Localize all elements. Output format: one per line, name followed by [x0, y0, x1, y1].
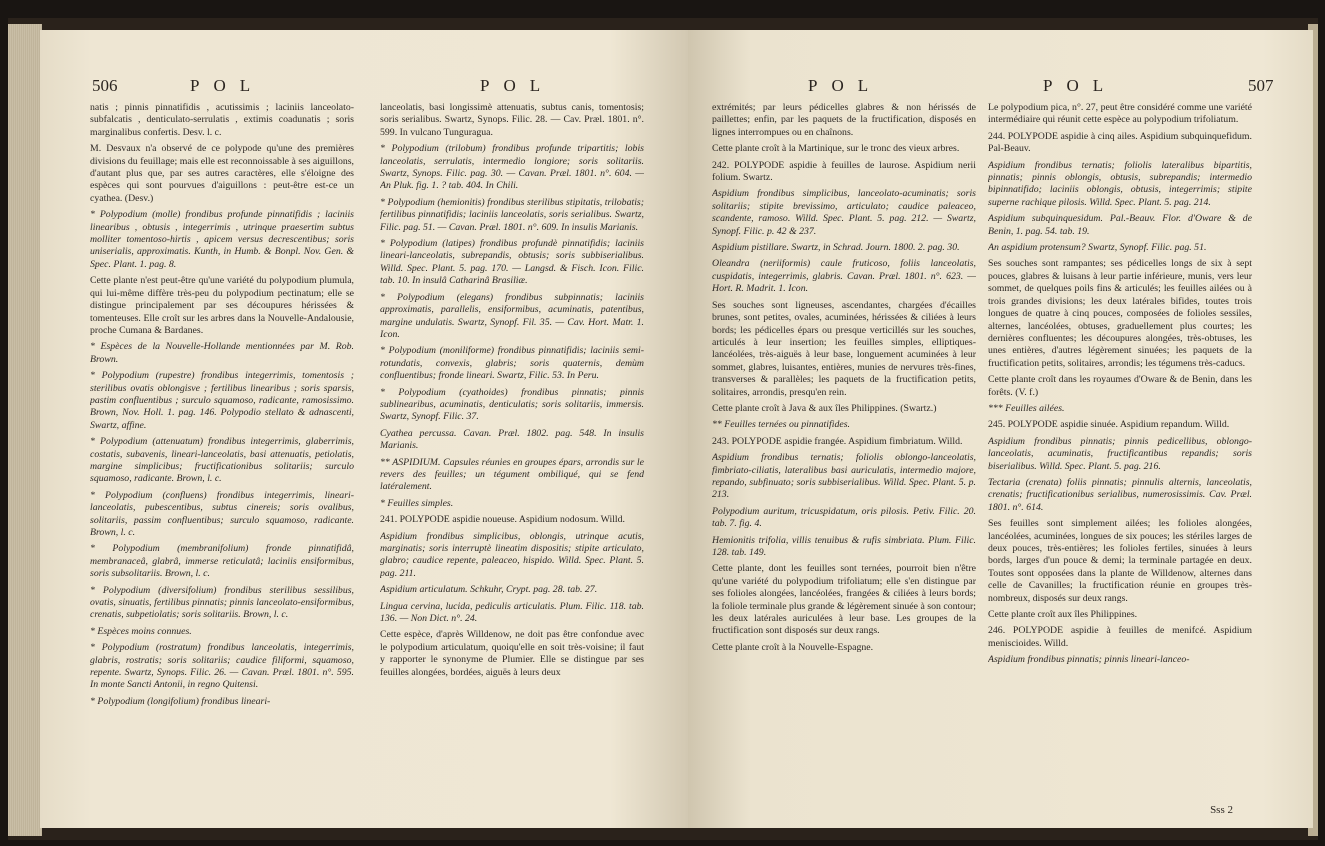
- running-head: POL: [480, 76, 555, 95]
- paragraph: * Polypodium (moniliforme) frondibus pinnatifidis; laciniis semi-rotundatis, convexis, glabris; soris quaternis, demùm confluentibus; fronde lineari. Swartz, Filic. 53. In Peru.: [380, 345, 644, 382]
- signature-mark: Sss 2: [1210, 804, 1233, 816]
- open-book: [8, 18, 1318, 840]
- paragraph: natis ; pinnis pinnatifidis , acutissimis ; laciniis lanceolato-subfalcatis , denticulato-serrulatis , extimis coadunatis ; soris marginalibus confertis. Desv. l. c.: [90, 102, 354, 138]
- paragraph: Cette plante croît à Java & aux îles Philippines. (Swartz.): [712, 402, 937, 414]
- paragraph: Cette plante croît à la Nouvelle-Espagne.: [712, 641, 874, 653]
- paragraph: Aspidium subquinquesidum. Pal.-Beauv. Flor. d'Oware & de Benin, 1. pag. 54. tab. 19.: [988, 213, 1252, 237]
- paragraph: Cette plante croît dans les royaumes d'Oware & de Benin, dans les forêts. (V. f.): [988, 374, 1252, 398]
- paragraph: * Polypodium (membranifolium) fronde pinnatifidâ, membranaceâ, glabrâ, immerse reticulatâ; laciniis ensiformibus, soris subsolitariis. Brown, l. c.: [90, 543, 354, 580]
- page-number: 507: [1248, 76, 1274, 95]
- paragraph: *** Feuilles ailées.: [988, 402, 1065, 414]
- page-edges-left: [8, 24, 42, 836]
- paragraph: Aspidium frondibus ternatis; foliolis lateralibus bipartitis, pinnatis; pinnis oblongis, obtusis, subrepandis; intermedio bipinnatifido; laciniis oblongis, obtusis, integerrimis; stipite superne rachique pilosis. Willd. Spec. Plant. 5. pag. 214.: [988, 159, 1252, 208]
- page-number: 506: [92, 76, 118, 95]
- paragraph: Hemionitis trifolia, villis tenuibus & rufis simbriata. Plum. Filic. 128. tab. 149.: [712, 534, 976, 558]
- paragraph: Aspidium pistillare. Swartz, in Schrad. Journ. 1800. 2. pag. 30.: [712, 242, 960, 254]
- paragraph: An aspidium protensum? Swartz, Synopf. Filic. pag. 51.: [988, 242, 1207, 254]
- paragraph: 243. POLYPODE aspidie frangée. Aspidium fimbriatum. Willd.: [712, 435, 963, 447]
- paragraph: ** ASPIDIUM. Capsules réunies en groupes épars, arrondis sur le revers des feuilles; un tégument ombiliqué, qui se fend latéralement.: [380, 456, 644, 493]
- paragraph: * Espèces moins connues.: [90, 625, 192, 637]
- text-column: [988, 102, 1252, 828]
- running-head: POL: [1043, 76, 1118, 95]
- right-page: [688, 30, 1313, 828]
- paragraph: * Polypodium (cyathoides) frondibus pinnatis; pinnis sublinearibus, acuminatis, denticulatis; soris solitariis, immersis. Swartz, Synopf. Filic. 37.: [380, 386, 644, 423]
- paragraph: * Polypodium (latipes) frondibus profundè pinnatifidis; laciniis lineari-lanceolatis, subrepandis, obtusis; soris subbiserialibus. Willd. Spec. Plant. 5. pag. 170. — Langsd. & Fisch. Icon. Filic. tab. 10. In insulâ Catharinâ Brasiliæ.: [380, 238, 644, 287]
- paragraph: 242. POLYPODE aspidie à feuilles de laurose. Aspidium nerii folium. Swartz.: [712, 159, 976, 184]
- paragraph: Cyathea percussa. Cavan. Præl. 1802. pag. 548. In insulis Marianis.: [380, 427, 644, 452]
- paragraph: ** Feuilles ternées ou pinnatifides.: [712, 419, 850, 431]
- paragraph: Tectaria (crenata) foliis pinnatis; pinnulis alternis, lanceolatis, crenatis; fructificationibus serialibus, numerosissimis. Cav. Præl. 1801. n°. 614.: [988, 476, 1252, 513]
- paragraph: * Polypodium (trilobum) frondibus profunde tripartitis; lobis lanceolatis, serrulatis, intermedio longiore; soris solitariis. Swartz, Synops. Filic. pag. 30. — Cavan. Præl. 1801. n°. 604. — An Pluk. fig. 1. ? tab. 404. In Chili.: [380, 143, 644, 192]
- paragraph: * Polypodium (longifolium) frondibus lineari-: [90, 695, 271, 707]
- running-head: POL: [190, 76, 265, 95]
- paragraph: Ses feuilles sont simplement ailées; les folioles alongées, lancéolées, acuminées, longues de six pouces; les stériles larges de deux pouces, très-entières; les folioles fertiles, sinuées à leurs bords, larges d'un pouce & demi; la terminale partagée en deux. Toutes sont opposées dans la plante de Willdenow, alternes dans celle de Cavanilles; la fructification réunie en groupes très-nombreux, disposés sur deux rangs.: [988, 518, 1252, 604]
- paragraph: Aspidium frondibus pinnatis; pinnis lineari-lanceo-: [988, 654, 1190, 666]
- paragraph: Aspidium frondibus ternatis; foliolis oblongo-lanceolatis, fimbriato-ciliatis, lateralibus basi auriculatis, intermedio majore, repando, subfinuato; soris subbiserialibus. Willd. Spec. Plant. 5. p. 213.: [712, 452, 976, 501]
- text-column: [712, 102, 976, 828]
- paragraph: Ses souches sont ligneuses, ascendantes, chargées d'écailles brunes, sont petites, ovales, acuminées, hérissées & ciliées à leurs bords; les pédicelles épars ou presque verticillés sur les souches, articulés à leur insertion; les feuilles simples, elliptiques-lancéolées, très-aiguës à leur base, longuement acuminées à leur sommet, glabres, luisantes, entières, munies de nervures très-fines, transverses & parallèles; les paquets de la fructification petits, solitaires, arrondis, presqu'en rein.: [712, 299, 976, 398]
- paragraph: 246. POLYPODE aspidie à feuilles de menifcé. Aspidium meniscioides. Willd.: [988, 625, 1252, 649]
- paragraph: * Polypodium (elegans) frondibus subpinnatis; laciniis approximatis, parallelis, ensiformibus, acuminatis, patentibus, margine undulatis. Swartz, Synopf. Fil. 35. — Cav. Hort. Matr. 1. Icon.: [380, 291, 644, 340]
- paragraph: Cette plante n'est peut-être qu'une variété du polypodium plumula, qui lui-même diffère très-peu du polypodium pectinatum; elle se distingue principalement par ses découpures hérissées & tomenteuses. Elle croît sur les arbres dans la Nouvelle-Andalousie, proche Cumana & Bardanes.: [90, 275, 354, 336]
- paragraph: * Polypodium (confluens) frondibus integerrimis, lineari-lanceolatis, pubescentibus, subtus cinereis; soris ovalibus, solitariis, passim confluentibus; surculo squamoso, radicante. Brown, l. c.: [90, 489, 354, 538]
- paragraph: * Polypodium (molle) frondibus profunde pinnatifidis ; laciniis linearibus , obtusis , integerrimis , utrinque praesertim subtus molliter tomentoso-hirtis , apicem versus decrescentibus; soris uniserialis, approximatis. Kunth, in Humb. & Bonpl. Nov. Gen. & Spec. Plant. 1. pag. 8.: [90, 209, 354, 270]
- paragraph: * Polypodium (rupestre) frondibus integerrimis, tomentosis ; sterilibus ovatis oblongisve ; fertilibus linearibus ; soris sparsis, pastim confluentibus ; surculo squamoso, radicante, ramosissimo. Brown, Nov. Holl. 1. pag. 146. Polypodio stellato & adnascenti, Swartz, affine.: [90, 370, 354, 431]
- paragraph: 241. POLYPODE aspidie noueuse. Aspidium nodosum. Willd.: [380, 514, 625, 526]
- paragraph: Polypodium auritum, tricuspidatum, oris pilosis. Petiv. Filic. 20. tab. 7. fig. 4.: [712, 505, 976, 530]
- paragraph: Lingua cervina, lucida, pediculis articulatis. Plum. Filic. 118. tab. 136. — Non Dict. n°. 24.: [380, 600, 644, 625]
- paragraph: * Polypodium (attenuatum) frondibus integerrimis, glaberrimis, costatis, subavenis, lineari-lanceolatis, basi attenuatis, petiolatis, margine simplicibus; fructificationibus solitariis; surculo squamoso, radicante. Brown, l. c.: [90, 436, 354, 485]
- text-column: [90, 102, 354, 828]
- paragraph: * Feuilles simples.: [380, 497, 454, 509]
- paragraph: lanceolatis, basi longissimè attenuatis, subtus canis, tomentosis; soris serialibus. Swartz, Synops. Filic. 28. — Cav. Præl. 1801. n°. 599. In vulcano Tunguragua.: [380, 102, 644, 138]
- paragraph: extrémités; par leurs pédicelles glabres & non hérissés de paillettes; enfin, par les paquets de la fructification, disposés en lignes interrompues ou en chaînons.: [712, 102, 976, 138]
- paragraph: Cette plante, dont les feuilles sont ternées, pourroit bien n'être qu'une variété du polypodium trifoliatum; elle s'en distingue par ses folioles alongées, lancéolées, frangées & ciliées à leurs bords; la foliole terminale plus grande & légèrement sinuée à son contour; les deux latérales auriculées à leur base. Les groupes de la fructification sont disposés sur deux rangs.: [712, 563, 976, 637]
- paragraph: Cette plante croît à la Martinique, sur le tronc des vieux arbres.: [712, 143, 960, 155]
- paragraph: 245. POLYPODE aspidie sinuée. Aspidium repandum. Willd.: [988, 419, 1230, 431]
- paragraph: Aspidium frondibus pinnatis; pinnis pedicellibus, oblongo-lanceolatis, acuminatis, fructificantibus repandis; soris biserialibus. Willd. Spec. Plant. 5. pag. 216.: [988, 435, 1252, 472]
- paragraph: Le polypodium pica, n°. 27, peut être considéré comme une variété intermédiaire qui réunit cette espèce au polypodium trifoliatum.: [988, 102, 1252, 126]
- paragraph: Cette plante croît aux îles Philippines.: [988, 609, 1138, 621]
- paragraph: * Polypodium (rostratum) frondibus lanceolatis, integerrimis, glabris, rostratis; soris solitariis; caudice filiformi, squamoso, repente. Swartz, Synops. Filic. 26. — Cavan. Præl. 1801. n°. 595. In monte Sancti Antonii, in regno Quitensi.: [90, 642, 354, 691]
- paragraph: 244. POLYPODE aspidie à cinq ailes. Aspidium subquinquefidum. Pal-Beauv.: [988, 130, 1252, 155]
- left-page: [40, 30, 688, 828]
- paragraph: Aspidium frondibus simplicibus, oblongis, utrinque acutis, marginatis; soris interruptè lineatim dispositis; stipite articulato, glabro; caudice repente, paleaceo, hispido. Willd. Spec. Plant. 5. pag. 211.: [380, 530, 644, 579]
- paragraph: Cette espèce, d'après Willdenow, ne doit pas être confondue avec le polypodium articulatum, quoiqu'elle en soit très-voisine; il faut y rapporter le synonyme de Plumier. Elle se distingue par ses feuilles alongées, bordées, aiguës à leurs deux: [380, 629, 644, 678]
- paragraph: Oleandra (neriiformis) caule fruticoso, foliis lanceolatis, cuspidatis, integerrimis, glabris. Cavan. Præl. 1801. n°. 623. — Hort. R. Madrit. 1. Icon.: [712, 258, 976, 295]
- paragraph: M. Desvaux n'a observé de ce polypode qu'une des premières divisions du feuillage; mais elle est reconnoissable à ses aiguillons, d'autant plus que, par ses autres caractères, elle s'éloigne des espèces qui sont pourvues d'aiguillons : peut-être est-ce un cyathea. (Desv.): [90, 143, 354, 204]
- paragraph: * Polypodium (diversifolium) frondibus sterilibus sessilibus, ovatis, sinuatis, fertilibus pinnatis; pinnis lanceolato-ensiformibus, crenatis, subpetiolatis; soris solitariis. Brown, l. c.: [90, 584, 354, 621]
- paragraph: Aspidium frondibus simplicibus, lanceolato-acuminatis; soris solitariis; stipite brevissimo, articulato; caudice paleaceo, scandente, ramoso. Willd. Spec. Plant. 5. pag. 212. — Swartz, Synopf. Filic. p. 42 & 237.: [712, 188, 976, 237]
- text-column: [380, 102, 644, 828]
- paragraph: Aspidium articulatum. Schkuhr, Crypt. pag. 28. tab. 27.: [380, 584, 598, 596]
- running-head: POL: [808, 76, 883, 95]
- paragraph: Ses souches sont rampantes; ses pédicelles longs de six à sept pouces, glabres & luisans à leur partie inférieure, munis, vers leur sommet, de quelques poils fins & articulés; les feuilles ailées ou à trois grandes divisions; les deux latérales bifides, toutes trois longues de quatre à cinq pouces, composées de folioles sessiles, alternes, lancéolées, obtuses, graduellement plus courtes; les dernières confluentes; les découpures alongées, très-obtuses, les unes entières, d'autres légèrement sinuées; les paquets de la fructification petits, solitaires, arrondis; les tégumens très-caducs.: [988, 258, 1252, 369]
- paragraph: * Espèces de la Nouvelle-Hollande mentionnées par M. Rob. Brown.: [90, 341, 354, 365]
- paragraph: * Polypodium (hemionitis) frondibus sterilibus stipitatis, trilobatis; fertilibus pinnatifidis; laciniis lanceolatis, soris serialibus. Swartz, Filic. pag. 51. — Cavan. Præl. 1801. n°. 609. In insulis Marianis.: [380, 196, 644, 233]
